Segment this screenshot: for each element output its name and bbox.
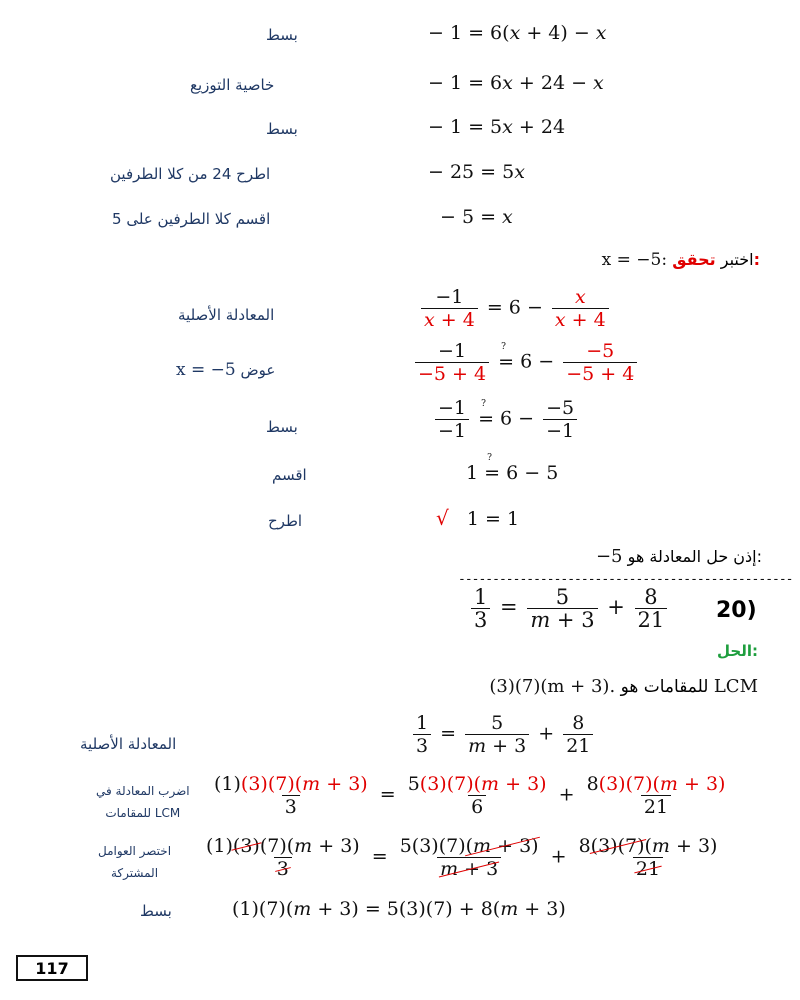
step-note-2: خاصية التوزيع <box>190 76 275 94</box>
check-label: تحقق: <box>672 250 760 269</box>
equation-4: − 25 = 5x <box>428 161 525 183</box>
equation-2: − 1 = 6x + 24 − x <box>428 72 604 94</box>
check-value: x = −5: <box>601 250 668 270</box>
check-note-substitute: x = −5 عوض <box>176 360 276 380</box>
check-mark-icon: √ <box>436 506 449 530</box>
step2-note-cancel: اختصر العوامل المشتركة <box>98 844 172 880</box>
check-equation-simplify: $\frac{-1}{-1}$ = ? 6 − $\frac{-5}{-1}$ <box>432 397 580 442</box>
equation-3: − 1 = 5x + 24 <box>428 116 566 138</box>
check-note-subtract: اطرح <box>268 512 303 530</box>
separator-line: ------------------------------------------------- <box>458 572 793 587</box>
check-note-simplify: بسط <box>266 418 298 436</box>
check-note-original: المعادلة الأصلية <box>178 306 275 324</box>
check-equation-subtract: √ 1 = 1 <box>436 506 520 530</box>
step-note-3: بسط <box>266 120 298 138</box>
solution-label: الحل: <box>717 642 758 660</box>
step2-note-original: المعادلة الأصلية <box>80 735 177 753</box>
check-equation-divide: 1 = ? 6 − 5 <box>466 453 559 484</box>
step2-note-multiply: اضرب المعادلة في للمقامات LCM <box>96 784 190 820</box>
equation-1: − 1 = 6(x + 4) − x <box>428 22 607 44</box>
step2-equation-multiply: $\frac{(1)(3)(7)(m + 3)}{3}$ = $\frac{5(3)(7)(m + 3)}{6}$ + $\frac{8(3)(7)(m + 3)}{21}$ <box>214 773 726 818</box>
step-note-4: اطرح 24 من كلا الطرفين <box>110 165 271 183</box>
check-text: اختبر <box>720 250 754 269</box>
problem-number: 20) <box>716 598 757 623</box>
check-note-divide: اقسم <box>272 466 307 484</box>
lcm-prefix: LCM <box>713 676 758 697</box>
lcm-text: للمقامات هو <box>620 677 709 697</box>
page-number: 117 <box>16 955 88 981</box>
check-heading <box>602 250 760 270</box>
conclusion-text: إذن حل المعادلة هو: <box>627 547 762 566</box>
check-equation-original: $\frac{-1}{x + 4}$ = 6 − $\frac{x}{x + 4}$ <box>418 286 612 331</box>
lcm-line <box>489 676 758 697</box>
lcm-value: (3)(7)(m + 3). <box>489 676 616 697</box>
step-note-1: بسط <box>266 26 298 44</box>
conclusion <box>596 546 762 567</box>
step-note-5: اقسم كلا الطرفين على 5 <box>112 210 271 228</box>
step2-equation-original: $\frac{1}{3}$ = $\frac{5}{m + 3}$ + $\frac{8}{21}$ <box>410 712 596 757</box>
equation-5: − 5 = x <box>440 206 513 228</box>
step2-equation-simplify: (1)(7)(m + 3) = 5(3)(7) + 8(m + 3) <box>232 898 566 920</box>
conclusion-value: −5 <box>595 546 623 567</box>
problem-equation: $\frac{1}{3}$ = $\frac{5}{m + 3}$ + $\frac{8}{21}$ <box>468 586 670 631</box>
step2-equation-cancel: $\frac{(1)(3)(7)(m + 3)}{3}$ = $\frac{5(3)(7)(m + 3)}{m + 3}$ + $\frac{8(3)(7)(m + 3)}{21}$ <box>206 835 718 880</box>
step2-note-simplify: بسط <box>140 902 172 920</box>
check-equation-substitute: $\frac{-1}{-5 + 4}$ = ? 6 − $\frac{-5}{-5 + 4}$ <box>412 340 640 385</box>
